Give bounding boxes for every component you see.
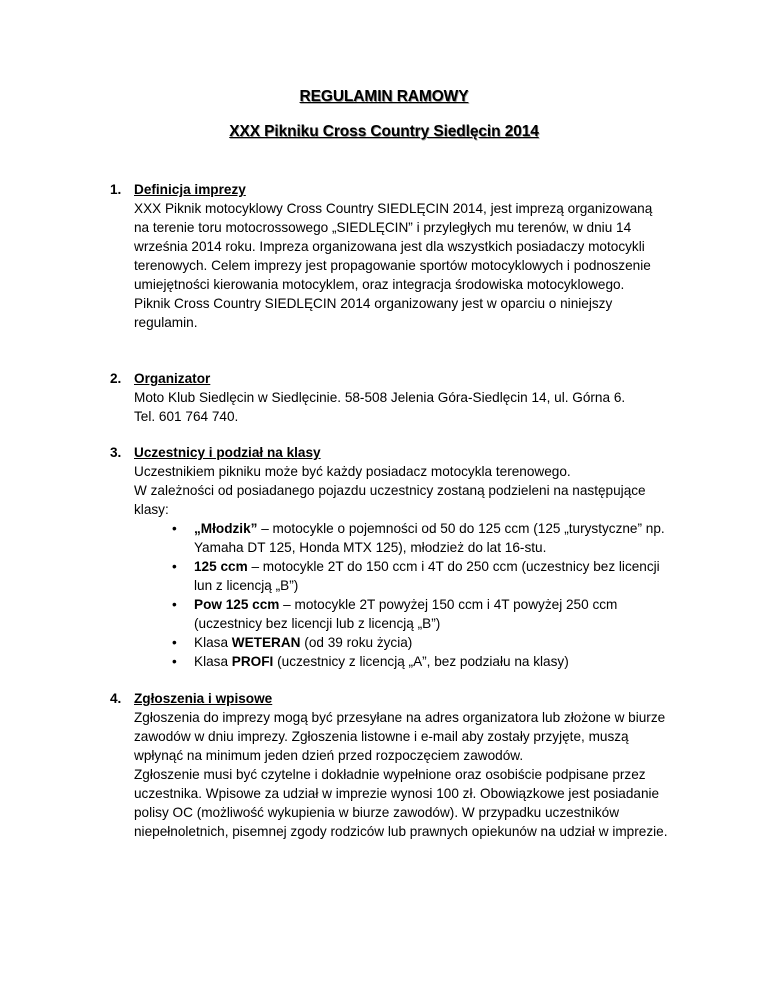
section-number: 3. [110,445,122,460]
bullet-icon: • [172,597,177,612]
bullet-icon: • [172,635,177,650]
section-number: 1. [110,182,122,197]
section-number: 4. [110,691,122,706]
list-item: • Pow 125 ccm – motocykle 2T powyżej 150 ccm i 4T powyżej 250 ccm (uczestnicy bez licencji lub z licencją „B”) [172,597,618,631]
paragraph: Piknik Cross Country SIEDLĘCIN 2014 organizowany jest w oparciu o niniejszy regulamin. [134,296,613,330]
section-body [134,388,670,426]
list-item: • Klasa PROFI (uczestnicy z licencją „A”, bez podziału na klasy) [172,654,569,669]
paragraph: Moto Klub Siedlęcin w Siedlęcinie. 58-508 Jelenia Góra-Siedlęcin 14, ul. Górna 6. [134,390,626,405]
section-number: 2. [110,371,122,386]
paragraph: W zależności od posiadanego pojazdu uczestnicy zostaną podzieleni na następujące klasy: [134,483,646,517]
section-body [134,462,670,671]
paragraph: Zgłoszenie musi być czytelne i dokładnie wypełnione oraz osobiście podpisane przez uczestnika. Wpisowe za udział w imprezie wynosi 100 zł. Obowiązkowe jest posiadanie polisy OC (możliwość wykupienia w biurze zawodów). W przypadku uczestników niepełnoletnich, pisemnej zgody rodziców lub prawnych opiekunów na udział w imprezie. [134,767,668,839]
bullet-icon: • [172,654,177,669]
section-heading: Definicja imprezy [134,182,246,197]
section-heading: Zgłoszenia i wpisowe [134,691,273,706]
section-organizer [110,369,670,426]
section-heading: Uczestnicy i podział na klasy [134,445,321,460]
bullet-icon: • [172,521,177,536]
section-body [134,199,670,332]
paragraph: XXX Piknik motocyklowy Cross Country SIEDLĘCIN 2014, jest imprezą organizowaną na terenie toru motocrossowego „SIEDLĘCIN” i przyległych mu terenów, w dniu 14 września 2014 roku. Impreza organizowana jest dla wszystkich posiadaczy motocykli terenowych. Celem imprezy jest propagowanie sportów motocyklowych i podnoszenie umiejętności kierowania motocyklem, oraz integracja środowiska motocyklowego. [134,201,653,292]
section-definition [110,180,670,332]
bullet-icon: • [172,559,177,574]
paragraph: Zgłoszenia do imprezy mogą być przesyłane na adres organizatora lub złożone w biurze zawodów w dniu imprezy. Zgłoszenia listowne i e-mail aby zostały przyjęte, muszą wpłynąć na minimum jeden dzień przed rozpoczęciem zawodów. [134,710,666,763]
section-heading: Organizator [134,371,211,386]
paragraph: Uczestnikiem pikniku może być każdy posiadacz motocykla terenowego. [134,464,571,479]
section-participants [110,443,670,671]
document-subtitle: XXX Pikniku Cross Country Siedlęcin 2014 [229,123,539,140]
list-item: • „Młodzik” – motocykle o pojemności od 50 do 125 ccm (125 „turystyczne” np. Yamaha DT 125, Honda MTX 125), młodzież do lat 16-stu. [172,521,665,555]
list-item: • Klasa WETERAN (od 39 roku życia) [172,635,413,650]
paragraph: Tel. 601 764 740. [134,409,239,424]
section-body [134,708,670,841]
list-item: • 125 ccm – motocykle 2T do 150 ccm i 4T do 250 ccm (uczestnicy bez licencji lun z licencją „B”) [172,559,660,593]
document-title: REGULAMIN RAMOWY [299,88,469,105]
class-list [134,519,670,671]
section-registration [110,689,670,841]
